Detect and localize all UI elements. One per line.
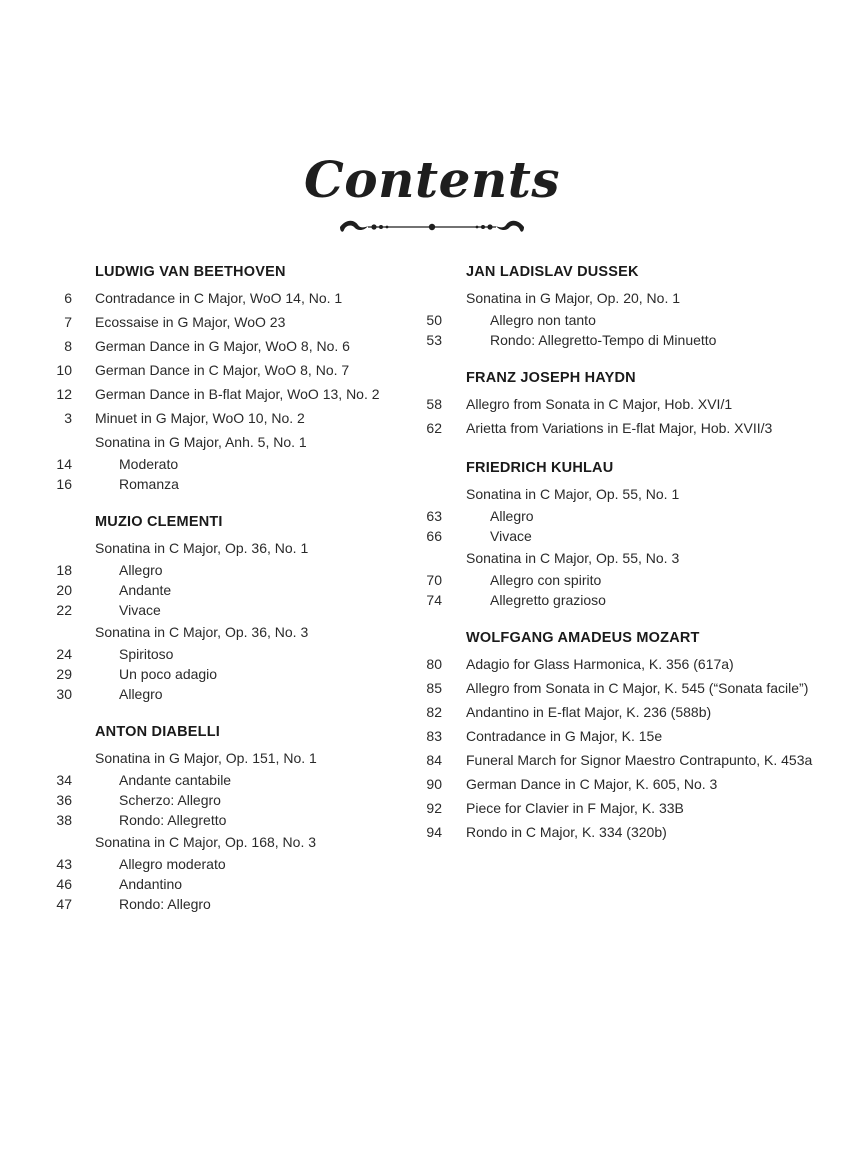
- entry-title: Allegretto grazioso: [490, 592, 606, 608]
- movement-entry[interactable]: [0, 580, 420, 600]
- entry-title: Romanza: [119, 476, 179, 492]
- page-number: 82: [426, 704, 442, 720]
- page-number: 6: [64, 290, 72, 306]
- work-group-heading: [0, 830, 420, 854]
- page-number: 18: [56, 562, 72, 578]
- work-group-heading: [400, 482, 864, 506]
- entry-title: German Dance in C Major, K. 605, No. 3: [466, 776, 718, 792]
- entry-title: Minuet in G Major, WoO 10, No. 2: [95, 410, 305, 426]
- page-number: 62: [426, 420, 442, 436]
- movement-entry[interactable]: [0, 684, 420, 704]
- composer-section-ludwig-van-beethoven: [0, 262, 420, 494]
- toc-entry[interactable]: [400, 772, 864, 796]
- entry-title: Moderato: [119, 456, 179, 472]
- toc-entry[interactable]: [400, 748, 864, 772]
- entry-title: Vivace: [490, 528, 532, 544]
- page-number: 74: [426, 592, 442, 608]
- work-group-title: Sonatina in G Major, Op. 151, No. 1: [95, 750, 317, 766]
- page-number: 16: [56, 476, 72, 492]
- entry-title: Un poco adagio: [119, 666, 218, 682]
- work-group-heading: [400, 286, 864, 310]
- divider-ornament-icon: [338, 216, 526, 238]
- toc-entry[interactable]: [400, 392, 864, 416]
- entry-title: Andantino in E-flat Major, K. 236 (588b): [466, 704, 712, 720]
- composer-section-muzio-clementi: [0, 512, 420, 704]
- page-number: 43: [56, 856, 72, 872]
- toc-entry[interactable]: [400, 796, 864, 820]
- movement-entry[interactable]: [0, 854, 420, 874]
- page-number: 20: [56, 582, 72, 598]
- movement-entry[interactable]: [0, 644, 420, 664]
- page-number: 8: [64, 338, 72, 354]
- page-number: 3: [64, 410, 72, 426]
- page-number: 92: [426, 800, 442, 816]
- entry-title: Allegro: [490, 508, 534, 524]
- composer-heading: MUZIO CLEMENTI: [95, 514, 223, 530]
- contents-left-column: [0, 262, 420, 932]
- entry-title: Allegro: [119, 686, 163, 702]
- entry-title: German Dance in B-flat Major, WoO 13, No. 2: [95, 386, 380, 402]
- page-number: 90: [426, 776, 442, 792]
- toc-entry[interactable]: [0, 310, 420, 334]
- page-number: 94: [426, 824, 442, 840]
- page-number: 14: [56, 456, 72, 472]
- toc-entry[interactable]: [400, 652, 864, 676]
- work-group-title: Sonatina in C Major, Op. 55, No. 3: [466, 550, 680, 566]
- toc-entry[interactable]: [400, 416, 864, 440]
- movement-entry[interactable]: [0, 894, 420, 914]
- contents-right-column: [400, 262, 864, 862]
- movement-entry[interactable]: [400, 506, 864, 526]
- entry-title: Allegro con spirito: [490, 572, 602, 588]
- toc-entry[interactable]: [0, 406, 420, 430]
- page-number: 12: [56, 386, 72, 402]
- entry-title: Andante cantabile: [119, 772, 232, 788]
- entry-title: Andantino: [119, 876, 183, 892]
- entry-title: Contradance in G Major, K. 15e: [466, 728, 663, 744]
- page-number: 34: [56, 772, 72, 788]
- toc-entry[interactable]: [0, 358, 420, 382]
- entry-title: Allegro: [119, 562, 163, 578]
- composer-heading: LUDWIG VAN BEETHOVEN: [95, 264, 286, 280]
- movement-entry[interactable]: [400, 526, 864, 546]
- entry-title: Allegro moderato: [119, 856, 226, 872]
- page-number: 70: [426, 572, 442, 588]
- toc-entry[interactable]: [400, 724, 864, 748]
- composer-heading: FRANZ JOSEPH HAYDN: [466, 370, 636, 386]
- movement-entry[interactable]: [0, 560, 420, 580]
- composer-section-jan-ladislav-dussek: [400, 262, 864, 350]
- page-number: 22: [56, 602, 72, 618]
- entry-title: Vivace: [119, 602, 161, 618]
- toc-entry[interactable]: [400, 676, 864, 700]
- page-number: 46: [56, 876, 72, 892]
- entry-title: Rondo in C Major, K. 334 (320b): [466, 824, 667, 840]
- entry-title: German Dance in G Major, WoO 8, No. 6: [95, 338, 350, 354]
- entry-title: Allegro from Sonata in C Major, Hob. XVI/1: [466, 396, 733, 412]
- page-number: 36: [56, 792, 72, 808]
- entry-title: Piece for Clavier in F Major, K. 33B: [466, 800, 684, 816]
- entry-title: Funeral March for Signor Maestro Contrapunto, K. 453a: [466, 752, 813, 768]
- page-title: Contents: [303, 150, 560, 209]
- toc-entry[interactable]: [0, 382, 420, 406]
- page-number: 58: [426, 396, 442, 412]
- page-number: 50: [426, 312, 442, 328]
- movement-entry[interactable]: [0, 874, 420, 894]
- movement-entry[interactable]: [0, 790, 420, 810]
- entry-title: Scherzo: Allegro: [119, 792, 221, 808]
- composer-heading: FRIEDRICH KUHLAU: [466, 460, 614, 476]
- page-number: 30: [56, 686, 72, 702]
- work-group-title: Sonatina in G Major, Anh. 5, No. 1: [95, 434, 307, 450]
- movement-entry[interactable]: [0, 770, 420, 790]
- page-number: 80: [426, 656, 442, 672]
- entry-title: Spiritoso: [119, 646, 174, 662]
- entry-title: Ecossaise in G Major, WoO 23: [95, 314, 286, 330]
- toc-entry[interactable]: [400, 700, 864, 724]
- movement-entry[interactable]: [400, 310, 864, 330]
- composer-section-anton-diabelli: [0, 722, 420, 914]
- composer-section-wolfgang-amadeus-mozart: [400, 628, 864, 844]
- entry-title: Arietta from Variations in E-flat Major, Hob. XVII/3: [466, 420, 773, 436]
- movement-entry[interactable]: [400, 570, 864, 590]
- movement-entry[interactable]: [0, 474, 420, 494]
- work-group-heading: [400, 546, 864, 570]
- entry-title: Rondo: Allegretto: [119, 812, 227, 828]
- page-number: 53: [426, 332, 442, 348]
- movement-entry[interactable]: [0, 600, 420, 620]
- page-number: 47: [56, 896, 72, 912]
- composer-section-friedrich-kuhlau: [400, 458, 864, 610]
- page-number: 63: [426, 508, 442, 524]
- entry-title: Contradance in C Major, WoO 14, No. 1: [95, 290, 343, 306]
- page-number: 38: [56, 812, 72, 828]
- page-number: 85: [426, 680, 442, 696]
- page-number: 84: [426, 752, 442, 768]
- composer-heading: JAN LADISLAV DUSSEK: [466, 264, 639, 280]
- entry-title: Rondo: Allegretto-Tempo di Minuetto: [490, 332, 717, 348]
- composer-heading: ANTON DIABELLI: [95, 724, 220, 740]
- entry-title: Rondo: Allegro: [119, 896, 211, 912]
- work-group-heading: [0, 430, 420, 454]
- entry-title: German Dance in C Major, WoO 8, No. 7: [95, 362, 350, 378]
- movement-entry[interactable]: [0, 454, 420, 474]
- entry-title: Allegro non tanto: [490, 312, 596, 328]
- entry-title: Andante: [119, 582, 172, 598]
- page-number: 83: [426, 728, 442, 744]
- composer-heading: WOLFGANG AMADEUS MOZART: [466, 630, 700, 646]
- work-group-title: Sonatina in C Major, Op. 168, No. 3: [95, 834, 317, 850]
- page-number: 7: [64, 314, 72, 330]
- work-group-title: Sonatina in G Major, Op. 20, No. 1: [466, 290, 681, 306]
- composer-section-franz-joseph-haydn: [400, 368, 864, 440]
- page-number: 10: [56, 362, 72, 378]
- entry-title: Adagio for Glass Harmonica, K. 356 (617a): [466, 656, 734, 672]
- toc-entry[interactable]: [0, 334, 420, 358]
- page-number: 24: [56, 646, 72, 662]
- toc-entry[interactable]: [0, 286, 420, 310]
- movement-entry[interactable]: [400, 330, 864, 350]
- movement-entry[interactable]: [400, 590, 864, 610]
- toc-entry[interactable]: [400, 820, 864, 844]
- work-group-heading: [0, 536, 420, 560]
- work-group-heading: [0, 620, 420, 644]
- page-number: 66: [426, 528, 442, 544]
- work-group-title: Sonatina in C Major, Op. 55, No. 1: [466, 486, 680, 502]
- movement-entry[interactable]: [0, 810, 420, 830]
- entry-title: Allegro from Sonata in C Major, K. 545 (“Sonata facile”): [466, 680, 809, 696]
- movement-entry[interactable]: [0, 664, 420, 684]
- page-number: 29: [56, 666, 72, 682]
- work-group-heading: [0, 746, 420, 770]
- work-group-title: Sonatina in C Major, Op. 36, No. 1: [95, 540, 309, 556]
- work-group-title: Sonatina in C Major, Op. 36, No. 3: [95, 624, 309, 640]
